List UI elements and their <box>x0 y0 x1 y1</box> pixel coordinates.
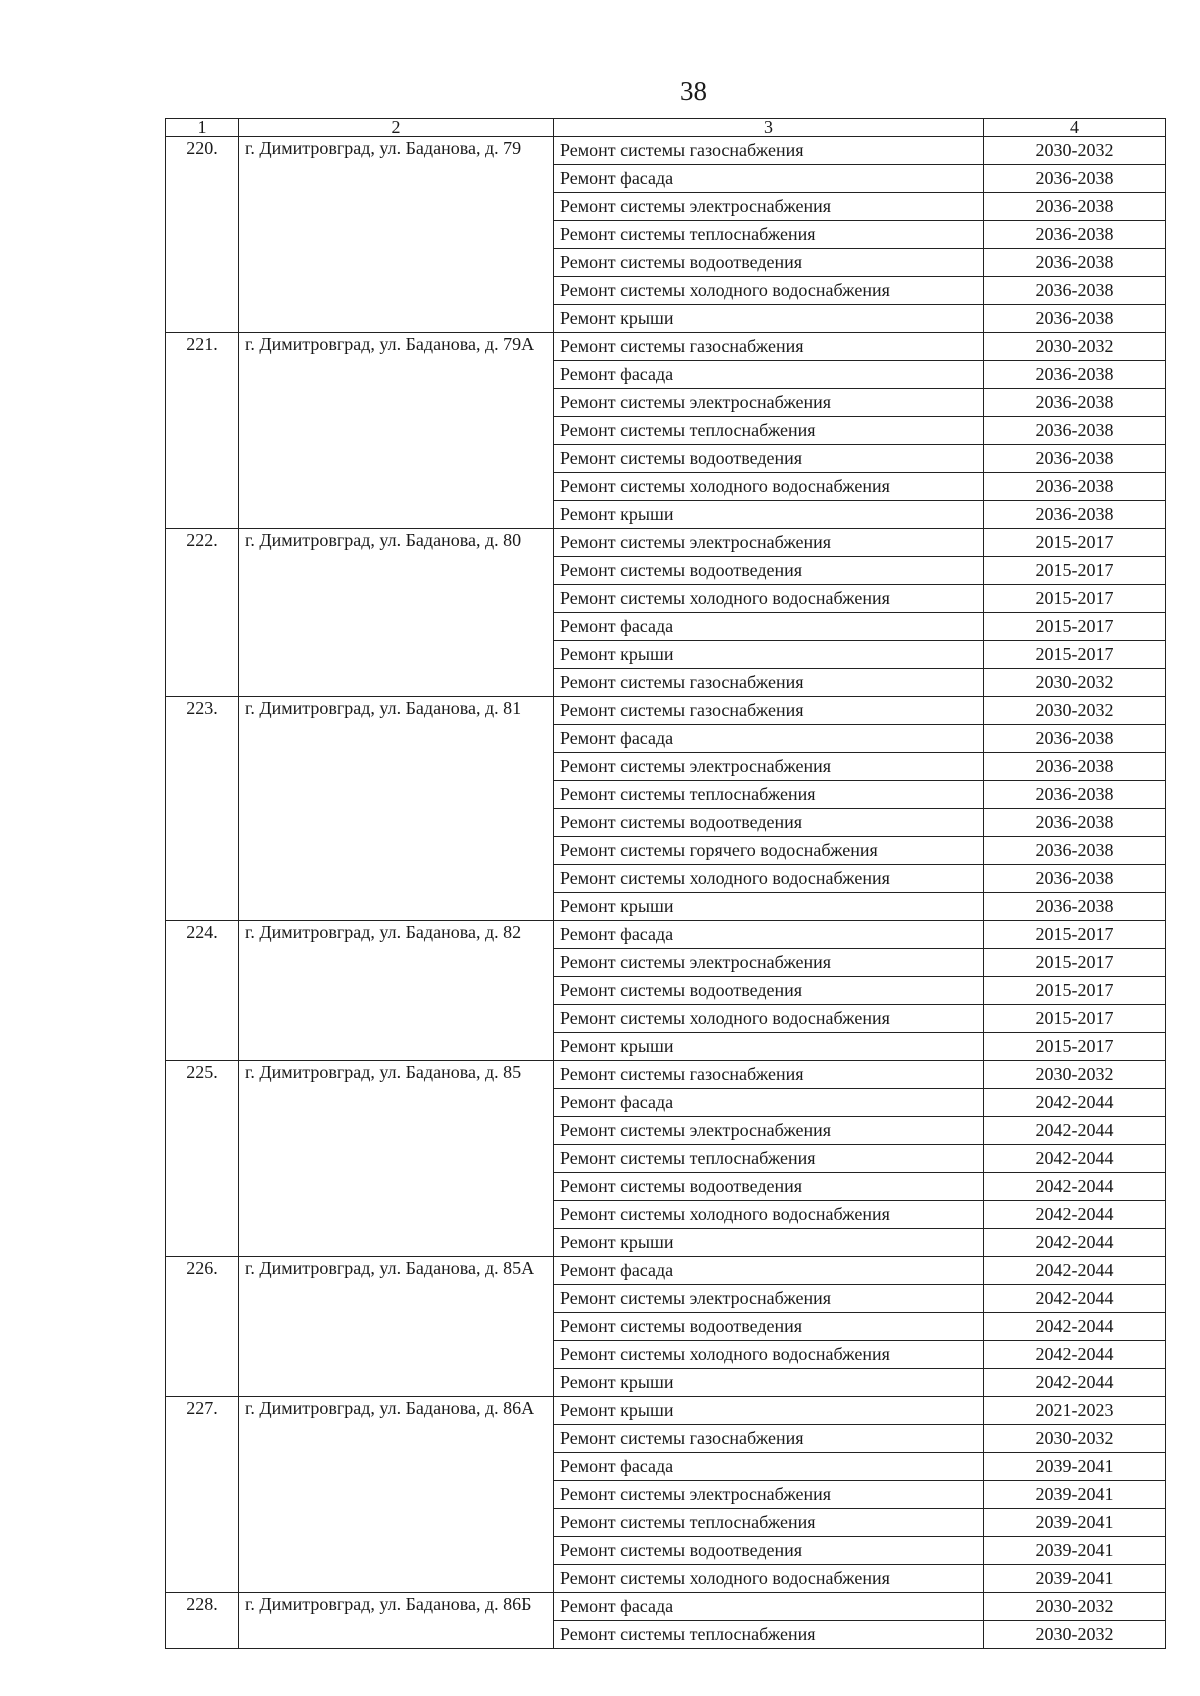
work-type: Ремонт системы горячего водоснабжения <box>554 837 984 865</box>
work-period: 2030-2032 <box>984 1061 1166 1089</box>
work-type: Ремонт системы электроснабжения <box>554 529 984 557</box>
entry-address: г. Димитровград, ул. Баданова, д. 79 <box>239 137 554 333</box>
work-period: 2036-2038 <box>984 193 1166 221</box>
work-type: Ремонт системы холодного водоснабжения <box>554 1565 984 1593</box>
work-period: 2030-2032 <box>984 1593 1166 1621</box>
work-type: Ремонт крыши <box>554 893 984 921</box>
work-type: Ремонт крыши <box>554 1369 984 1397</box>
work-period: 2036-2038 <box>984 753 1166 781</box>
work-type: Ремонт фасада <box>554 1089 984 1117</box>
work-period: 2030-2032 <box>984 669 1166 697</box>
entry-number: 221. <box>166 333 239 529</box>
table-row <box>166 529 1166 557</box>
work-type: Ремонт системы водоотведения <box>554 249 984 277</box>
work-period: 2036-2038 <box>984 501 1166 529</box>
work-type: Ремонт системы электроснабжения <box>554 949 984 977</box>
table-row <box>166 1061 1166 1089</box>
work-period: 2042-2044 <box>984 1117 1166 1145</box>
entry-address: г. Димитровград, ул. Баданова, д. 85 <box>239 1061 554 1257</box>
work-type: Ремонт системы теплоснабжения <box>554 221 984 249</box>
work-period: 2036-2038 <box>984 165 1166 193</box>
work-type: Ремонт системы газоснабжения <box>554 1425 984 1453</box>
work-type: Ремонт системы водоотведения <box>554 557 984 585</box>
work-type: Ремонт системы водоотведения <box>554 809 984 837</box>
work-type: Ремонт фасада <box>554 613 984 641</box>
work-period: 2036-2038 <box>984 445 1166 473</box>
work-period: 2036-2038 <box>984 865 1166 893</box>
work-type: Ремонт системы холодного водоснабжения <box>554 473 984 501</box>
work-period: 2042-2044 <box>984 1257 1166 1285</box>
entry-number: 226. <box>166 1257 239 1397</box>
work-period: 2036-2038 <box>984 893 1166 921</box>
work-period: 2015-2017 <box>984 613 1166 641</box>
work-period: 2015-2017 <box>984 585 1166 613</box>
work-type: Ремонт системы холодного водоснабжения <box>554 1201 984 1229</box>
work-type: Ремонт системы водоотведения <box>554 445 984 473</box>
page-number: 38 <box>680 76 707 106</box>
work-period: 2042-2044 <box>984 1173 1166 1201</box>
work-type: Ремонт системы газоснабжения <box>554 333 984 361</box>
work-period: 2042-2044 <box>984 1201 1166 1229</box>
work-period: 2042-2044 <box>984 1145 1166 1173</box>
work-type: Ремонт крыши <box>554 1229 984 1257</box>
work-type: Ремонт системы водоотведения <box>554 977 984 1005</box>
work-period: 2039-2041 <box>984 1453 1166 1481</box>
work-period: 2030-2032 <box>984 333 1166 361</box>
work-type: Ремонт системы теплоснабжения <box>554 1145 984 1173</box>
work-type: Ремонт системы холодного водоснабжения <box>554 1341 984 1369</box>
work-period: 2015-2017 <box>984 557 1166 585</box>
work-type: Ремонт системы газоснабжения <box>554 137 984 165</box>
work-type: Ремонт системы газоснабжения <box>554 697 984 725</box>
work-period: 2039-2041 <box>984 1537 1166 1565</box>
work-type: Ремонт системы теплоснабжения <box>554 1621 984 1649</box>
column-header-4: 4 <box>984 119 1166 137</box>
entry-address: г. Димитровград, ул. Баданова, д. 79А <box>239 333 554 529</box>
entry-number: 224. <box>166 921 239 1061</box>
table-row <box>166 1593 1166 1621</box>
work-period: 2015-2017 <box>984 641 1166 669</box>
work-period: 2036-2038 <box>984 249 1166 277</box>
work-period: 2036-2038 <box>984 809 1166 837</box>
work-type: Ремонт системы холодного водоснабжения <box>554 585 984 613</box>
work-type: Ремонт фасада <box>554 1593 984 1621</box>
work-period: 2042-2044 <box>984 1369 1166 1397</box>
work-type: Ремонт системы электроснабжения <box>554 1285 984 1313</box>
work-type: Ремонт фасада <box>554 725 984 753</box>
work-type: Ремонт системы газоснабжения <box>554 1061 984 1089</box>
work-period: 2015-2017 <box>984 921 1166 949</box>
work-type: Ремонт крыши <box>554 1397 984 1425</box>
work-type: Ремонт фасада <box>554 921 984 949</box>
entry-address: г. Димитровград, ул. Баданова, д. 85А <box>239 1257 554 1397</box>
work-type: Ремонт системы теплоснабжения <box>554 1509 984 1537</box>
work-period: 2042-2044 <box>984 1285 1166 1313</box>
column-header-3: 3 <box>554 119 984 137</box>
work-period: 2030-2032 <box>984 137 1166 165</box>
work-type: Ремонт системы водоотведения <box>554 1313 984 1341</box>
work-type: Ремонт системы водоотведения <box>554 1537 984 1565</box>
work-period: 2015-2017 <box>984 949 1166 977</box>
work-type: Ремонт системы электроснабжения <box>554 1117 984 1145</box>
entry-number: 225. <box>166 1061 239 1257</box>
work-period: 2015-2017 <box>984 1033 1166 1061</box>
work-period: 2039-2041 <box>984 1509 1166 1537</box>
work-period: 2042-2044 <box>984 1313 1166 1341</box>
work-type: Ремонт фасада <box>554 361 984 389</box>
work-type: Ремонт системы холодного водоснабжения <box>554 277 984 305</box>
work-period: 2036-2038 <box>984 361 1166 389</box>
entry-address: г. Димитровград, ул. Баданова, д. 86Б <box>239 1593 554 1649</box>
work-type: Ремонт системы электроснабжения <box>554 193 984 221</box>
entry-number: 227. <box>166 1397 239 1593</box>
work-type: Ремонт системы холодного водоснабжения <box>554 865 984 893</box>
entry-number: 223. <box>166 697 239 921</box>
work-type: Ремонт фасада <box>554 1257 984 1285</box>
work-period: 2015-2017 <box>984 977 1166 1005</box>
work-period: 2036-2038 <box>984 389 1166 417</box>
work-period: 2015-2017 <box>984 529 1166 557</box>
work-type: Ремонт крыши <box>554 305 984 333</box>
work-period: 2042-2044 <box>984 1089 1166 1117</box>
work-type: Ремонт крыши <box>554 501 984 529</box>
work-type: Ремонт системы электроснабжения <box>554 1481 984 1509</box>
entry-number: 228. <box>166 1593 239 1649</box>
work-period: 2036-2038 <box>984 417 1166 445</box>
work-period: 2042-2044 <box>984 1229 1166 1257</box>
work-period: 2036-2038 <box>984 837 1166 865</box>
column-header-2: 2 <box>239 119 554 137</box>
work-type: Ремонт фасада <box>554 165 984 193</box>
table-row <box>166 137 1166 165</box>
entry-address: г. Димитровград, ул. Баданова, д. 82 <box>239 921 554 1061</box>
entry-address: г. Димитровград, ул. Баданова, д. 86А <box>239 1397 554 1593</box>
work-period: 2042-2044 <box>984 1341 1166 1369</box>
schedule-body <box>166 137 1166 1649</box>
work-period: 2030-2032 <box>984 1621 1166 1649</box>
work-period: 2039-2041 <box>984 1565 1166 1593</box>
table-row <box>166 921 1166 949</box>
work-type: Ремонт системы теплоснабжения <box>554 417 984 445</box>
work-period: 2015-2017 <box>984 1005 1166 1033</box>
work-period: 2036-2038 <box>984 221 1166 249</box>
work-type: Ремонт системы водоотведения <box>554 1173 984 1201</box>
entry-number: 220. <box>166 137 239 333</box>
work-type: Ремонт системы газоснабжения <box>554 669 984 697</box>
work-type: Ремонт системы электроснабжения <box>554 753 984 781</box>
column-number-row <box>166 119 1166 137</box>
work-type: Ремонт системы теплоснабжения <box>554 781 984 809</box>
work-period: 2036-2038 <box>984 725 1166 753</box>
work-type: Ремонт фасада <box>554 1453 984 1481</box>
work-period: 2021-2023 <box>984 1397 1166 1425</box>
table-row <box>166 697 1166 725</box>
work-type: Ремонт крыши <box>554 641 984 669</box>
work-period: 2036-2038 <box>984 473 1166 501</box>
work-type: Ремонт крыши <box>554 1033 984 1061</box>
entry-address: г. Димитровград, ул. Баданова, д. 80 <box>239 529 554 697</box>
work-period: 2036-2038 <box>984 781 1166 809</box>
table-row <box>166 333 1166 361</box>
work-period: 2036-2038 <box>984 305 1166 333</box>
column-header-1: 1 <box>166 119 239 137</box>
work-period: 2039-2041 <box>984 1481 1166 1509</box>
work-period: 2030-2032 <box>984 1425 1166 1453</box>
entry-number: 222. <box>166 529 239 697</box>
work-period: 2030-2032 <box>984 697 1166 725</box>
work-type: Ремонт системы электроснабжения <box>554 389 984 417</box>
work-type: Ремонт системы холодного водоснабжения <box>554 1005 984 1033</box>
table-row <box>166 1257 1166 1285</box>
entry-address: г. Димитровград, ул. Баданова, д. 81 <box>239 697 554 921</box>
table-row <box>166 1397 1166 1425</box>
repair-schedule-table <box>165 118 1166 1649</box>
work-period: 2036-2038 <box>984 277 1166 305</box>
